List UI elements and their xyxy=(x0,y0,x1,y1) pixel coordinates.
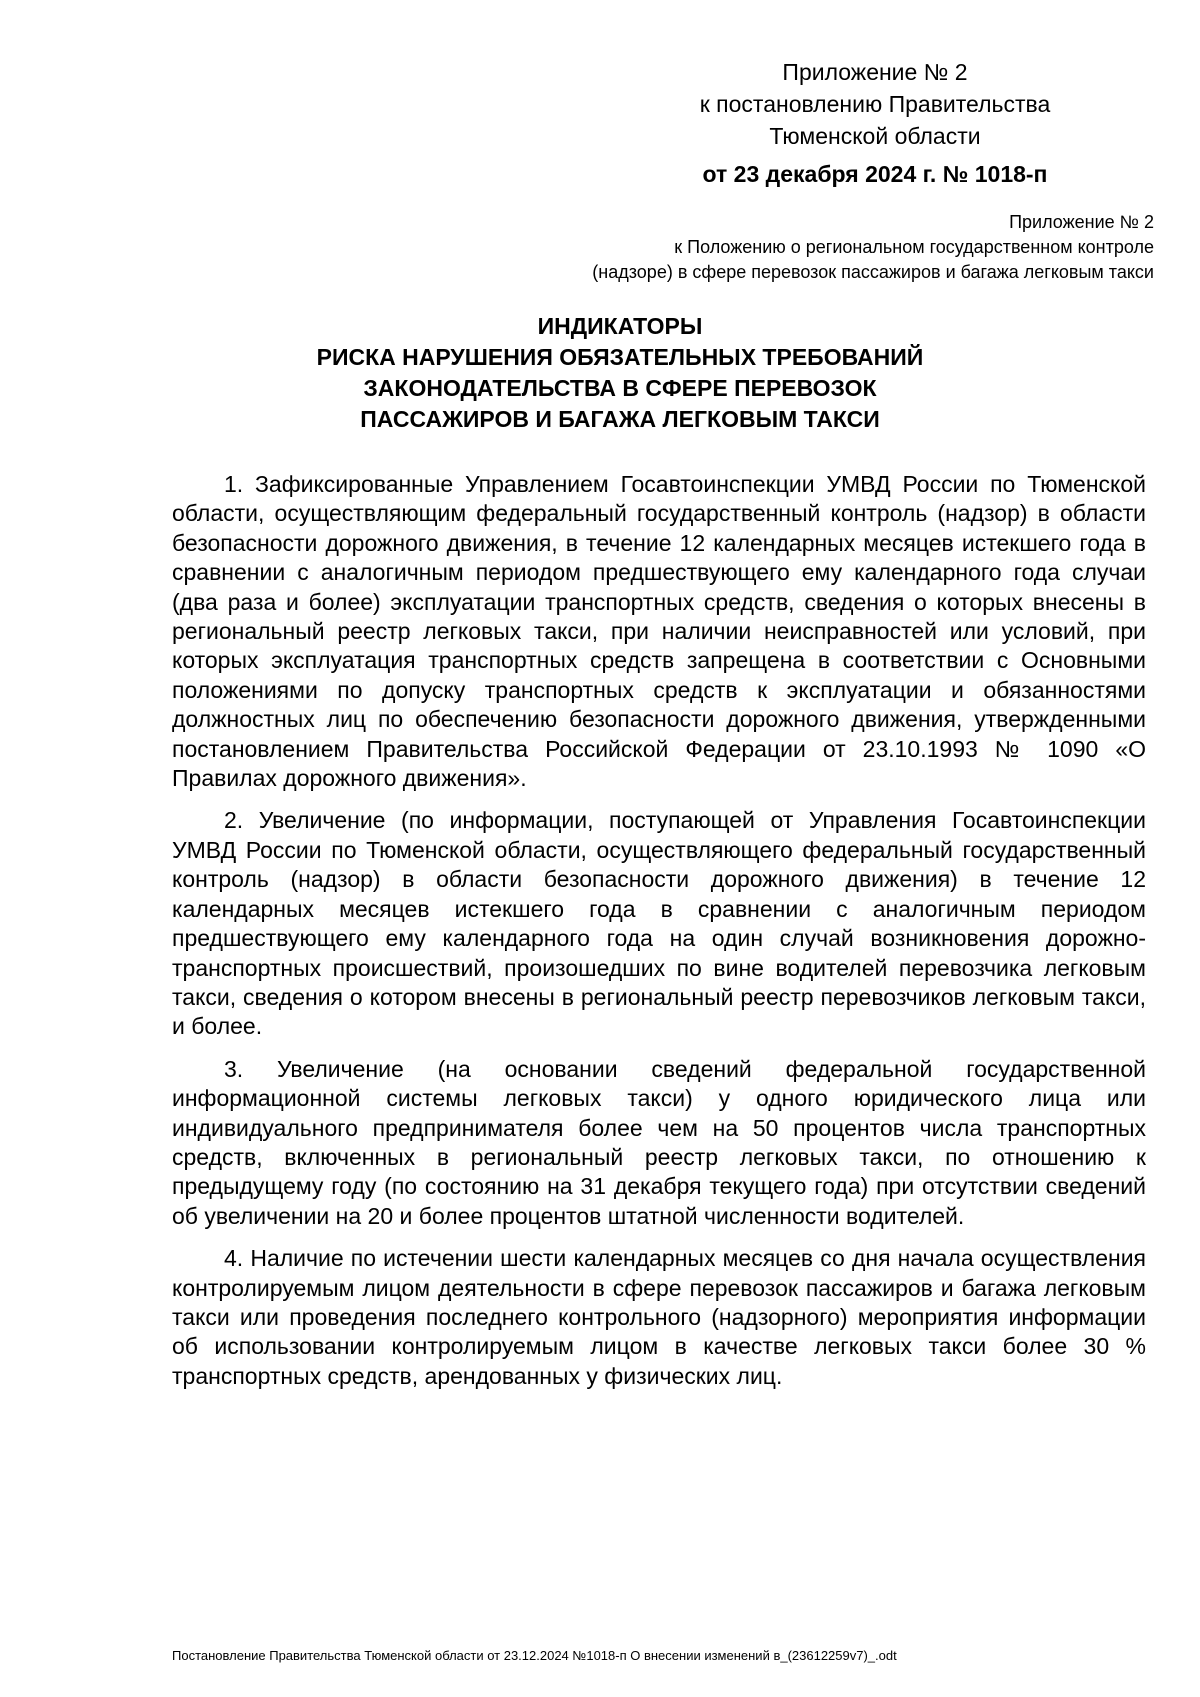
resolution-date-number: от 23 декабря 2024 г. № 1018-п xyxy=(702,161,1048,187)
appendix-sub-line2: к Положению о региональном государственном контроле xyxy=(674,237,1154,257)
appendix-sub-header xyxy=(394,210,1154,285)
appendix-main-line3: Тюменской области xyxy=(769,123,981,149)
page-footer: Постановление Правительства Тюменской области от 23.12.2024 №1018-п О внесении изменений в_(23612259v7)_.odt xyxy=(172,1648,897,1663)
appendix-main-header xyxy=(680,56,1070,190)
title-line1: ИНДИКАТОРЫ xyxy=(537,313,703,339)
paragraph-3: 3. Увеличение (на основании сведений федеральной государственной информационной системы легковых такси) у одного юридического лица или индивидуального предпринимателя более чем на 50 процентов числа транспортных средств, включенных в региональный реестр легковых такси, по отношению к предыдущему году (по состоянию на 31 декабря текущего года) при отсутствии сведений об увеличении на 20 и более процентов штатной численности водителей. xyxy=(172,1055,1146,1229)
appendix-sub-line3: (надзоре) в сфере перевозок пассажиров и багажа легковым такси xyxy=(592,262,1154,282)
title-line3: ЗАКОНОДАТЕЛЬСТВА В СФЕРЕ ПЕРЕВОЗОК xyxy=(363,375,877,401)
paragraph-1: 1. Зафиксированные Управлением Госавтоинспекции УМВД России по Тюменской области, осуществляющим федеральный государственный контроль (надзор) в области безопасности дорожного движения, в течение 12 календарных месяцев истекшего года в сравнении с аналогичным периодом предшествующего ему календарного года случаи (два раза и более) эксплуатации транспортных средств, сведения о которых внесены в региональный реестр легковых такси, при наличии неисправностей или условий, при которых эксплуатация транспортных средств запрещена в соответствии с Основными положениями по допуску транспортных средств к эксплуатации и обязанностями должностных лиц по обеспечению безопасности дорожного движения, утвержденными постановлением Правительства Российской Федерации от 23.10.1993 № 1090 «О Правилах дорожного движения». xyxy=(172,471,1146,792)
appendix-main-line2: к постановлению Правительства xyxy=(699,91,1051,117)
title-line2: РИСКА НАРУШЕНИЯ ОБЯЗАТЕЛЬНЫХ ТРЕБОВАНИЙ xyxy=(316,344,924,370)
document-body xyxy=(172,470,1146,1404)
document-title xyxy=(170,311,1070,435)
paragraph-2: 2. Увеличение (по информации, поступающей от Управления Госавтоинспекции УМВД России по Тюменской области, осуществляющего федеральный государственный контроль (надзор) в области безопасности дорожного движения) в течение 12 календарных месяцев истекшего года в сравнении с аналогичным периодом предшествующего ему календарного года на один случай возникновения дорожно-транспортных происшествий, произошедших по вине водителей перевозчика легковым такси, сведения о котором внесены в региональный реестр перевозчиков легковым такси, и более. xyxy=(172,807,1146,1040)
paragraph-4: 4. Наличие по истечении шести календарных месяцев со дня начала осуществления контролируемым лицом деятельности в сфере перевозок пассажиров и багажа легковым такси или проведения последнего контрольного (надзорного) мероприятия информации об использовании контролируемым лицом в качестве легковых такси более 30 % транспортных средств, арендованных у физических лиц. xyxy=(172,1245,1146,1389)
title-line4: ПАССАЖИРОВ И БАГАЖА ЛЕГКОВЫМ ТАКСИ xyxy=(360,406,880,432)
appendix-sub-line1: Приложение № 2 xyxy=(1009,212,1154,232)
appendix-main-line1: Приложение № 2 xyxy=(782,59,968,85)
